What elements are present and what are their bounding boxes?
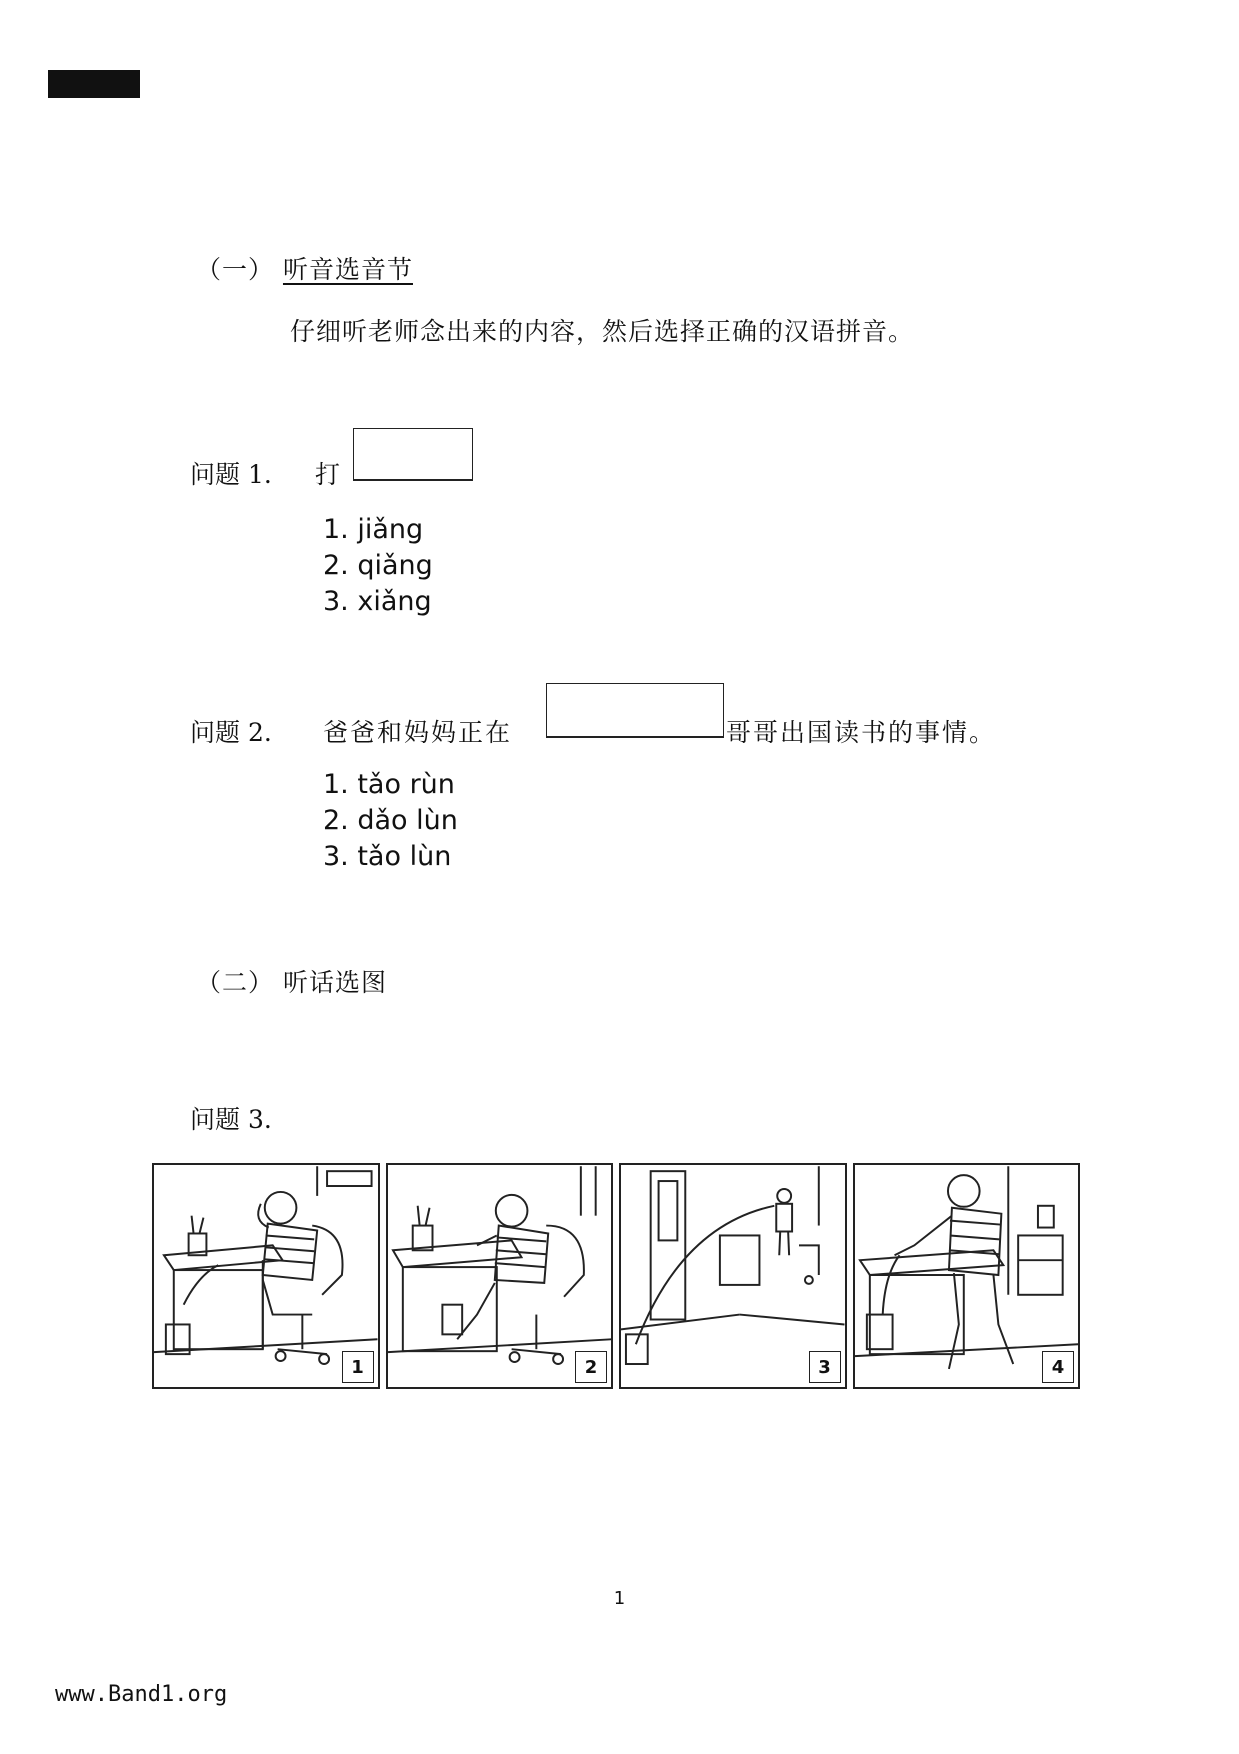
- question-1-options: [323, 512, 433, 620]
- picture-panel-2[interactable]: [386, 1163, 614, 1389]
- question-1-option[interactable]: 1. jiǎng: [323, 514, 424, 545]
- section-2-heading: [196, 963, 387, 999]
- panel-number: 3: [809, 1351, 841, 1383]
- question-2-options: [323, 767, 458, 875]
- page-number: 1: [613, 1588, 626, 1609]
- question-1-option[interactable]: 2. qiǎng: [323, 550, 433, 581]
- section-1-title: 听音选音节: [282, 255, 413, 284]
- panel-number: 1: [342, 1351, 374, 1383]
- question-2-option[interactable]: 3. tǎo lùn: [323, 841, 452, 872]
- picture-panel-1[interactable]: [152, 1163, 380, 1389]
- question-1-answer-blank[interactable]: [353, 428, 473, 481]
- question-3-picture-strip: [152, 1163, 1080, 1389]
- question-1-label: 问题 1.: [190, 460, 272, 489]
- section-1-instruction: 仔细听老师念出来的内容，然后选择正确的汉语拼音。: [290, 317, 915, 346]
- question-2-option[interactable]: 2. dǎo lùn: [323, 805, 458, 836]
- section-1-heading: [196, 250, 413, 286]
- panel-number: 4: [1042, 1351, 1074, 1383]
- picture-panel-4[interactable]: [853, 1163, 1081, 1389]
- section-2-number: （二）: [196, 968, 275, 997]
- question-1-text: 打: [315, 460, 343, 489]
- footer-url[interactable]: www.Band1.org: [55, 1682, 228, 1707]
- question-2-text-before: 爸爸和妈妈正在: [323, 718, 513, 747]
- panel-number: 2: [575, 1351, 607, 1383]
- redaction-block: [48, 70, 140, 98]
- section-1-number: （一）: [196, 255, 275, 284]
- question-2-answer-blank[interactable]: [546, 683, 724, 738]
- question-2-option[interactable]: 1. tǎo rùn: [323, 769, 455, 800]
- section-2-title: 听话选图: [282, 968, 387, 997]
- picture-panel-3[interactable]: [619, 1163, 847, 1389]
- question-2-label: 问题 2.: [190, 718, 272, 747]
- question-3-label: 问题 3.: [190, 1105, 272, 1134]
- question-2-text-after: 哥哥出国读书的事情。: [726, 718, 997, 747]
- question-1-option[interactable]: 3. xiǎng: [323, 586, 432, 617]
